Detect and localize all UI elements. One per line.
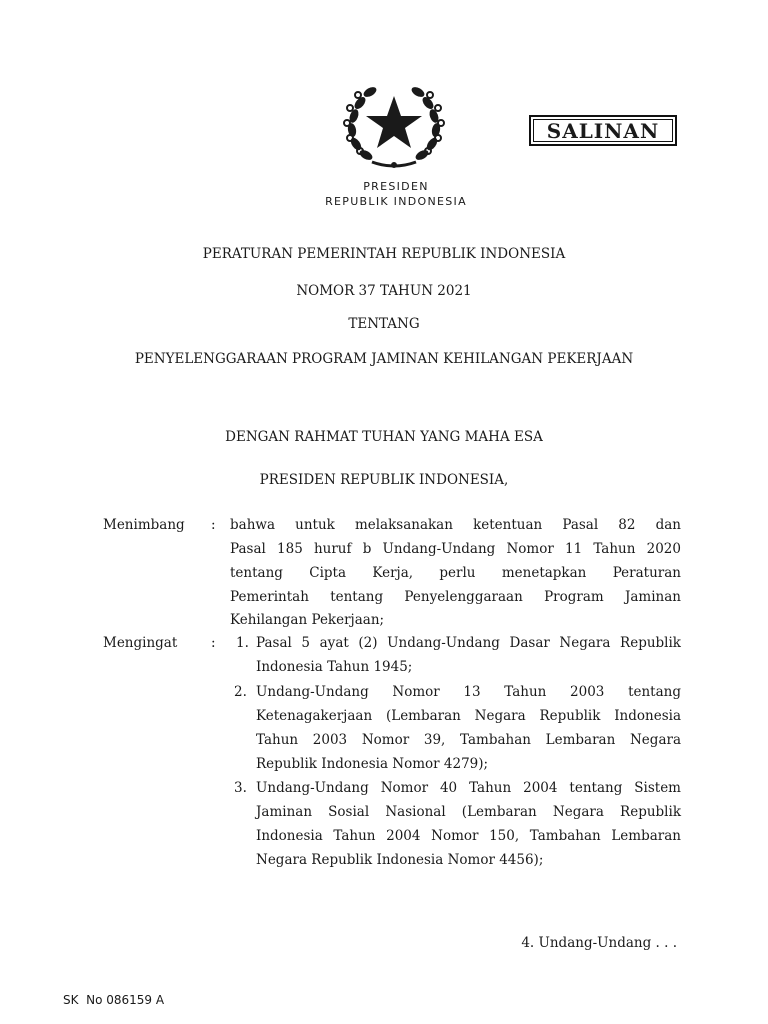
regulation-about: TENTANG xyxy=(348,316,420,332)
mengingat-item-line: Pasal 5 ayat (2) Undang-Undang Dasar Negara Republik xyxy=(256,635,681,651)
menimbang-label: Menimbang xyxy=(103,517,185,533)
office-line-republic: REPUBLIK INDONESIA xyxy=(325,195,467,208)
presidential-emblem-icon xyxy=(338,78,450,170)
mengingat-item-line: Undang-Undang Nomor 40 Tahun 2004 tentang Sistem xyxy=(256,780,681,796)
office-line-president: PRESIDEN xyxy=(363,180,429,193)
mengingat-item-line: Jaminan Sosial Nasional (Lembaran Negara Republik xyxy=(256,804,681,820)
mengingat-item-line: Tahun 2003 Nomor 39, Tambahan Lembaran Negara xyxy=(256,732,681,748)
mengingat-item-number: 3. xyxy=(234,780,247,796)
menimbang-line: tentang Cipta Kerja, perlu menetapkan Peraturan xyxy=(230,565,681,581)
mengingat-item-line: Indonesia Tahun 2004 Nomor 150, Tambahan Lembaran xyxy=(256,828,681,844)
menimbang-line: Pasal 185 huruf b Undang-Undang Nomor 11 Tahun 2020 xyxy=(230,541,681,557)
menimbang-line: Kehilangan Pekerjaan; xyxy=(230,612,385,628)
continuation-marker: 4. Undang-Undang . . . xyxy=(521,935,677,951)
invocation: DENGAN RAHMAT TUHAN YANG MAHA ESA xyxy=(225,429,543,445)
mengingat-label: Mengingat xyxy=(103,635,178,651)
menimbang-colon: : xyxy=(211,517,216,533)
regulation-subject: PENYELENGGARAAN PROGRAM JAMINAN KEHILANGAN PEKERJAAN xyxy=(134,351,634,367)
sk-number: SK No 086159 A xyxy=(63,993,165,1007)
mengingat-item-line: Negara Republik Indonesia Nomor 4456); xyxy=(256,852,544,868)
regulation-number: NOMOR 37 TAHUN 2021 xyxy=(296,283,472,299)
regulation-title: PERATURAN PEMERINTAH REPUBLIK INDONESIA xyxy=(202,246,566,262)
menimbang-line: Pemerintah tentang Penyelenggaraan Program Jaminan xyxy=(230,589,681,605)
mengingat-item-line: Republik Indonesia Nomor 4279); xyxy=(256,756,489,772)
mengingat-item-line: Undang-Undang Nomor 13 Tahun 2003 tentang xyxy=(256,684,681,700)
menimbang-line: bahwa untuk melaksanakan ketentuan Pasal 82 dan xyxy=(230,517,681,533)
issuer: PRESIDEN REPUBLIK INDONESIA, xyxy=(259,472,509,488)
mengingat-colon: : xyxy=(211,635,216,651)
mengingat-item-line: Ketenagakerjaan (Lembaran Negara Republik Indonesia xyxy=(256,708,681,724)
mengingat-item-number: 2. xyxy=(234,684,247,700)
salinan-stamp: SALINAN xyxy=(529,115,677,146)
mengingat-item-line: Indonesia Tahun 1945; xyxy=(256,659,413,675)
mengingat-item-number: 1. xyxy=(236,635,249,651)
